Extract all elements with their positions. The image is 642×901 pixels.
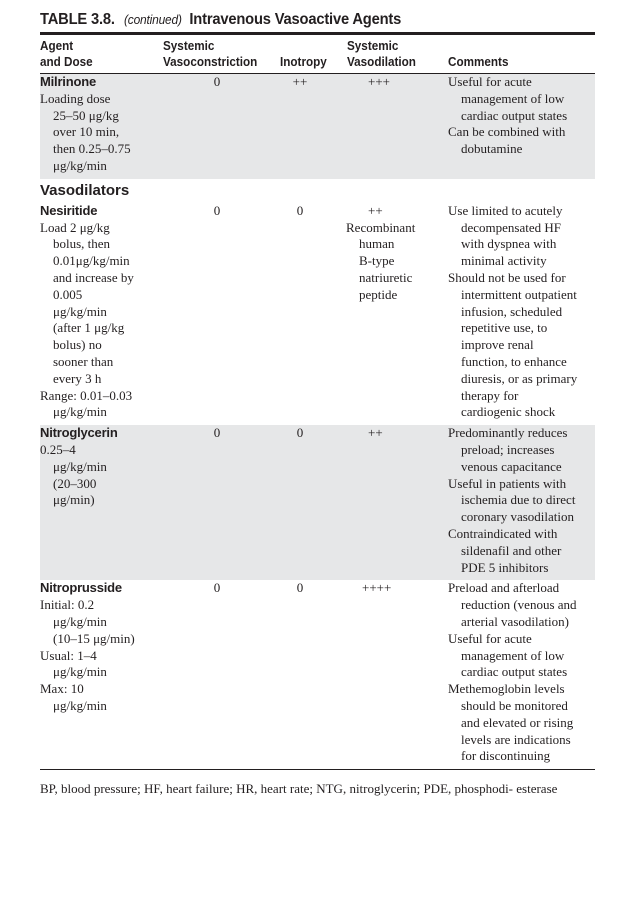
comment-line: management of low: [461, 90, 565, 106]
dose-line: μg/kg/min: [53, 404, 107, 420]
table-title: [40, 10, 551, 32]
bottom-rule: [40, 769, 595, 770]
comment-line: decompensated HF: [461, 219, 562, 235]
dose-line: μg/kg/min: [53, 613, 107, 629]
comment-line: cardiac output states: [461, 107, 568, 123]
dose-line: Max: 10: [40, 681, 84, 697]
dose-line: sooner than: [53, 353, 114, 369]
dose-line: μg/kg/min: [53, 303, 107, 319]
comment-line: should be monitored: [461, 697, 568, 713]
comment-line: for discontinuing: [461, 748, 551, 764]
table-row: [40, 580, 595, 769]
vasodilation-line: Recombinant: [346, 219, 416, 235]
comment-line: levels are indications: [461, 731, 571, 747]
continued-label: (continued): [123, 12, 182, 27]
table-container: [40, 10, 595, 797]
agent-cell: [40, 203, 134, 421]
dose-line: Initial: 0.2: [40, 597, 95, 613]
vasodilation-value: [346, 74, 390, 91]
comment-line: infusion, scheduled: [461, 303, 563, 319]
comment-line: Can be combined with: [448, 124, 566, 140]
header-vasodilation: Systemic Vasodilation: [347, 38, 416, 69]
dose-line: over 10 min,: [53, 124, 120, 140]
dose-line: μg/kg/min: [53, 664, 107, 680]
footnote: BP, blood pressure; HF, heart failure; HR, heart rate; NTG, nitroglycerin; PDE, phosphodi- esterase: [40, 781, 558, 797]
table-row: [40, 203, 595, 425]
comment-line: management of low: [461, 647, 565, 663]
comments-cell: [448, 74, 567, 158]
dose-line: Load 2 μg/kg: [40, 219, 110, 235]
agent-cell: [40, 74, 131, 175]
table-header: [40, 35, 595, 73]
comment-line: cardiogenic shock: [461, 404, 556, 420]
dose-line: 25–50 μg/kg: [53, 107, 119, 123]
comment-line: with dyspnea with: [461, 236, 557, 252]
dose-line: every 3 h: [53, 370, 102, 386]
comment-line: Should not be used for: [448, 269, 566, 285]
inotropy-value: 0: [296, 425, 304, 441]
agent-cell: [40, 425, 118, 509]
comment-line: venous capacitance: [461, 458, 562, 474]
inotropy-value: 0: [296, 580, 304, 596]
comment-line: Useful for acute: [448, 630, 532, 646]
vasoconstriction-value: 0: [213, 202, 221, 218]
comments-cell: [448, 580, 577, 765]
dose-line: μg/kg/min: [53, 458, 107, 474]
dose-line: μg/min): [53, 492, 95, 508]
comment-line: repetitive use, to: [461, 320, 548, 336]
header-comments: Comments: [448, 54, 509, 69]
comments-cell: [448, 203, 577, 421]
inotropy-value: ++: [292, 74, 308, 89]
agent-name: Milrinone: [40, 74, 96, 89]
comment-line: Preload and afterload: [448, 580, 560, 596]
dose-line: μg/kg/min: [53, 157, 107, 173]
vasodilation-line: ++: [368, 202, 383, 218]
vasodilation-line: B-type: [359, 253, 395, 269]
dose-line: 0.25–4: [40, 441, 76, 457]
comment-line: minimal activity: [461, 253, 547, 269]
table-row: [40, 74, 595, 179]
comment-line: therapy for: [461, 387, 519, 403]
header-vasoconstriction: Systemic Vasoconstriction: [163, 38, 258, 69]
comment-line: PDE 5 inhibitors: [461, 559, 549, 575]
comment-line: Contraindicated with: [448, 525, 558, 541]
agent-name: Nitroprusside: [40, 580, 122, 596]
vasodilation-line: peptide: [359, 286, 398, 302]
vasodilation-value: [346, 425, 383, 442]
vasodilation-value: [346, 203, 415, 304]
agent-cell: [40, 580, 135, 714]
vasoconstriction-value: 0: [213, 74, 221, 89]
agent-name: Nitroglycerin: [40, 425, 118, 441]
comments-cell: [448, 425, 575, 576]
table-number: TABLE 3.8.: [40, 11, 115, 28]
dose-line: bolus, then: [53, 236, 111, 252]
header-agent: Agent and Dose: [40, 38, 93, 69]
comment-line: Use limited to acutely: [448, 202, 563, 218]
comment-line: ischemia due to direct: [461, 492, 576, 508]
comment-line: diuresis, or as primary: [461, 370, 578, 386]
header-inotropy: Inotropy: [280, 54, 327, 69]
dose-line: Range: 0.01–0.03: [40, 387, 133, 403]
comment-line: preload; increases: [461, 441, 555, 457]
dose-line: (20–300: [53, 475, 97, 491]
comment-line: function, to enhance: [461, 353, 567, 369]
section-heading: Vasodilators: [40, 181, 130, 199]
vasoconstriction-value: 0: [213, 580, 221, 596]
dose-line: and increase by: [53, 269, 134, 285]
vasodilation-line: +++: [368, 74, 390, 89]
inotropy-value: 0: [296, 202, 304, 218]
agent-name: Nesiritide: [40, 202, 98, 218]
comment-line: dobutamine: [461, 141, 523, 157]
dose-line: then 0.25–0.75: [53, 141, 131, 157]
table-row: [40, 425, 595, 580]
dose-line: 0.005: [53, 286, 83, 302]
dose-line: bolus) no: [53, 337, 102, 353]
vasodilation-line: ++++: [362, 580, 392, 596]
dose-line: (after 1 μg/kg: [53, 320, 125, 336]
comment-line: intermittent outpatient: [461, 286, 577, 302]
dose-line: (10–15 μg/min): [53, 630, 135, 646]
comment-line: Useful for acute: [448, 74, 532, 89]
comment-line: Predominantly reduces: [448, 425, 568, 441]
comment-line: cardiac output states: [461, 664, 568, 680]
comment-line: sildenafil and other: [461, 542, 562, 558]
comment-line: coronary vasodilation: [461, 509, 574, 525]
vasodilation-line: ++: [368, 425, 383, 441]
vasoconstriction-value: 0: [213, 425, 221, 441]
vasodilation-value: [346, 580, 391, 597]
dose-line: 0.01μg/kg/min: [53, 253, 130, 269]
comment-line: reduction (venous and: [461, 597, 577, 613]
table-title-text: Intravenous Vasoactive Agents: [189, 11, 402, 28]
vasodilation-line: human: [359, 236, 395, 252]
table-body: [40, 74, 595, 769]
dose-line: Loading dose: [40, 90, 111, 106]
comment-line: and elevated or rising: [461, 714, 574, 730]
comment-line: Useful in patients with: [448, 475, 567, 491]
dose-line: Usual: 1–4: [40, 647, 97, 663]
vasodilation-line: natriuretic: [359, 269, 413, 285]
comment-line: Methemoglobin levels: [448, 681, 565, 697]
dose-line: μg/kg/min: [53, 697, 107, 713]
comment-line: arterial vasodilation): [461, 613, 569, 629]
comment-line: improve renal: [461, 337, 534, 353]
